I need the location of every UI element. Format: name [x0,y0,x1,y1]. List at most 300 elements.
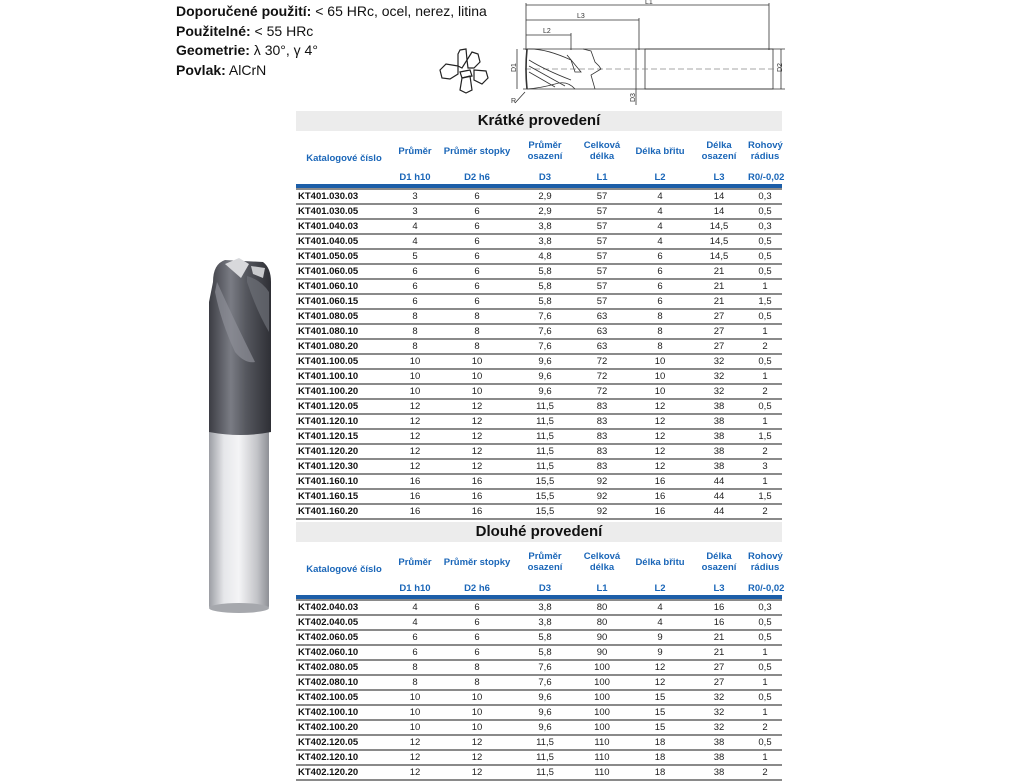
cell-l2: 4 [630,204,690,219]
table-row [296,339,782,354]
cell-l1: 83 [574,459,630,474]
cell-d3: 5,8 [516,279,574,294]
cell-l2: 10 [630,369,690,384]
table-row [296,249,782,264]
cell-l2: 4 [630,600,690,615]
cell-d3: 15,5 [516,474,574,489]
cell-l3: 32 [690,720,748,735]
cell-l3: 27 [690,675,748,690]
table-row [296,489,782,504]
cell-l2: 9 [630,645,690,660]
cell-l1: 80 [574,615,630,630]
cell-d2: 10 [438,720,516,735]
cell-catalog-number: KT401.060.05 [296,264,392,279]
cell-d3: 9,6 [516,384,574,399]
cell-d2: 6 [438,645,516,660]
cell-d2: 12 [438,735,516,750]
cell-d1: 12 [392,459,438,474]
cell-d3: 5,8 [516,645,574,660]
cell-catalog-number: KT401.080.05 [296,309,392,324]
cell-l3: 14 [690,189,748,204]
cell-d2: 10 [438,690,516,705]
col-header-shank-diameter: Průměr stopky [443,145,511,157]
cell-l3: 16 [690,615,748,630]
table-row [296,294,782,309]
cell-l1: 63 [574,324,630,339]
cell-d1: 10 [392,354,438,369]
col-subheader-d1: D1 h10 [399,172,431,183]
cell-catalog-number: KT401.080.10 [296,324,392,339]
table-row [296,264,782,279]
spec-label: Použitelné: [176,22,251,39]
cell-l3: 38 [690,765,748,780]
cell-d1: 8 [392,309,438,324]
table-row [296,324,782,339]
cell-d2: 6 [438,264,516,279]
cell-l1: 110 [574,750,630,765]
cell-d1: 12 [392,399,438,414]
cell-d2: 8 [438,339,516,354]
cell-corner-radius: 1 [748,645,782,660]
table-row [296,354,782,369]
cell-d3: 11,5 [516,735,574,750]
table-row [296,309,782,324]
table-row [296,615,782,630]
cell-corner-radius: 1 [748,750,782,765]
cell-catalog-number: KT402.120.20 [296,765,392,780]
cell-d2: 16 [438,504,516,519]
cell-l3: 38 [690,459,748,474]
cell-corner-radius: 2 [748,339,782,354]
cell-d1: 12 [392,429,438,444]
table-row [296,414,782,429]
cell-d1: 10 [392,384,438,399]
cell-corner-radius: 0,5 [748,204,782,219]
cell-l3: 27 [690,339,748,354]
cell-d1: 12 [392,735,438,750]
cell-catalog-number: KT401.160.10 [296,474,392,489]
cell-l3: 21 [690,630,748,645]
cell-catalog-number: KT401.060.10 [296,279,392,294]
cell-d3: 9,6 [516,690,574,705]
spec-recommended-use [176,2,487,22]
table-row [296,459,782,474]
cell-d3: 2,9 [516,204,574,219]
cell-l3: 14 [690,204,748,219]
long-version-title: Dlouhé provedení [296,522,782,542]
cell-catalog-number: KT401.040.03 [296,219,392,234]
cell-d2: 16 [438,474,516,489]
cell-l2: 18 [630,750,690,765]
cell-d2: 8 [438,309,516,324]
table-row [296,600,782,615]
cell-catalog-number: KT401.030.03 [296,189,392,204]
cell-catalog-number: KT401.120.05 [296,399,392,414]
cell-l1: 57 [574,219,630,234]
col-header-diameter: Průměr [398,145,432,157]
end-mill-product-photo [195,252,285,614]
cell-corner-radius: 1,5 [748,429,782,444]
cell-l2: 15 [630,705,690,720]
col-header-overall-length: Celková délka [583,140,621,162]
label-R: R [511,98,517,105]
cell-l3: 27 [690,309,748,324]
short-version-grid [296,131,785,520]
cell-corner-radius: 0,5 [748,234,782,249]
table-row [296,660,782,675]
cell-d1: 10 [392,690,438,705]
col-header-diameter: Průměr [398,556,432,568]
cell-l1: 57 [574,234,630,249]
cell-d3: 15,5 [516,489,574,504]
col-header-catalog-number: Katalogové číslo [306,153,382,164]
cell-d2: 12 [438,765,516,780]
cell-d1: 8 [392,660,438,675]
cell-catalog-number: KT401.060.15 [296,294,392,309]
cell-d1: 4 [392,234,438,249]
cell-l2: 18 [630,765,690,780]
cell-corner-radius: 1 [748,324,782,339]
cell-d1: 8 [392,339,438,354]
label-L3: L3 [577,13,585,20]
cell-d2: 6 [438,630,516,645]
col-header-neck-diameter: Průměr osazení [527,140,563,162]
cell-l3: 14,5 [690,234,748,249]
cell-l2: 10 [630,384,690,399]
col-subheader-d3: D3 [538,172,552,183]
cell-l1: 92 [574,504,630,519]
cell-d2: 6 [438,600,516,615]
cell-l1: 83 [574,414,630,429]
cell-l1: 100 [574,705,630,720]
cell-l1: 92 [574,489,630,504]
spec-value: λ 30°, γ 4° [249,42,318,58]
cell-l1: 100 [574,675,630,690]
cell-corner-radius: 0,5 [748,660,782,675]
cell-catalog-number: KT402.120.05 [296,735,392,750]
cell-d3: 2,9 [516,189,574,204]
cell-d2: 12 [438,399,516,414]
cell-l3: 21 [690,294,748,309]
cell-l3: 44 [690,474,748,489]
cell-d3: 9,6 [516,705,574,720]
cell-l3: 27 [690,324,748,339]
cell-d3: 7,6 [516,324,574,339]
cell-d1: 8 [392,675,438,690]
cell-d3: 4,8 [516,249,574,264]
spec-label: Geometrie: [176,42,250,58]
cell-l1: 57 [574,189,630,204]
cell-l1: 72 [574,354,630,369]
cell-l1: 80 [574,600,630,615]
table-row [296,705,782,720]
cell-d1: 6 [392,645,438,660]
cell-corner-radius: 2 [748,720,782,735]
cell-catalog-number: KT401.040.05 [296,234,392,249]
cell-l1: 92 [574,474,630,489]
cell-l2: 12 [630,660,690,675]
cell-l2: 8 [630,339,690,354]
cell-l1: 63 [574,309,630,324]
cell-l2: 9 [630,630,690,645]
table-row [296,645,782,660]
cell-d2: 6 [438,294,516,309]
cell-catalog-number: KT402.120.10 [296,750,392,765]
cell-l3: 32 [690,705,748,720]
cell-catalog-number: KT402.100.05 [296,690,392,705]
spec-label: Povlak: [176,61,226,78]
col-subheader-l3: L3 [713,583,725,594]
cell-l1: 83 [574,399,630,414]
cell-d2: 6 [438,279,516,294]
cell-l1: 110 [574,765,630,780]
cell-catalog-number: KT402.080.10 [296,675,392,690]
cell-d1: 12 [392,414,438,429]
col-header-corner-radius: Rohový rádius [748,551,783,573]
cell-catalog-number: KT401.120.30 [296,459,392,474]
cell-l3: 32 [690,369,748,384]
cell-corner-radius: 2 [748,504,782,519]
cell-d3: 11,5 [516,444,574,459]
spec-value: AlCrN [225,61,267,78]
col-header-catalog-number: Katalogové číslo [306,564,382,575]
cell-d2: 12 [438,414,516,429]
cell-corner-radius: 0,5 [748,615,782,630]
cell-catalog-number: KT401.050.05 [296,249,392,264]
cell-l3: 38 [690,414,748,429]
end-mill-end-view-icon [436,46,492,96]
cell-l3: 38 [690,750,748,765]
cell-l3: 44 [690,489,748,504]
cell-catalog-number: KT402.060.10 [296,645,392,660]
cell-l3: 16 [690,600,748,615]
col-header-corner-radius: Rohový rádius [748,140,783,162]
col-subheader-d3: D3 [538,583,552,594]
cell-corner-radius: 1 [748,675,782,690]
cell-d2: 10 [438,384,516,399]
cell-d3: 9,6 [516,369,574,384]
cell-d2: 10 [438,705,516,720]
cell-d3: 11,5 [516,750,574,765]
cell-corner-radius: 1 [748,474,782,489]
cell-d3: 11,5 [516,414,574,429]
cell-d1: 16 [392,489,438,504]
col-header-neck-length: Délka osazení [701,551,737,573]
cell-d1: 6 [392,264,438,279]
cell-d3: 11,5 [516,429,574,444]
table-row [296,690,782,705]
spec-value: < 65 HRc, ocel, nerez, litina [311,3,487,19]
cell-l2: 16 [630,489,690,504]
cell-d3: 3,8 [516,234,574,249]
cell-catalog-number: KT402.060.05 [296,630,392,645]
cell-d1: 10 [392,705,438,720]
table-row [296,630,782,645]
cell-corner-radius: 1,5 [748,294,782,309]
label-D1: D1 [511,63,518,72]
cell-d1: 4 [392,219,438,234]
cell-d1: 10 [392,720,438,735]
cell-l1: 57 [574,249,630,264]
col-header-cutting-length: Délka břitu [635,556,685,568]
cell-corner-radius: 0,5 [748,249,782,264]
cell-l1: 90 [574,645,630,660]
col-subheader-l1: L1 [596,583,608,594]
col-header-shank-diameter: Průměr stopky [443,556,511,568]
cell-l2: 6 [630,249,690,264]
cell-d3: 7,6 [516,660,574,675]
cell-d3: 7,6 [516,339,574,354]
cell-l2: 12 [630,399,690,414]
cell-l3: 32 [690,690,748,705]
cell-corner-radius: 2 [748,384,782,399]
cell-corner-radius: 0,5 [748,735,782,750]
cell-d1: 12 [392,750,438,765]
cell-l1: 100 [574,660,630,675]
cell-catalog-number: KT401.160.15 [296,489,392,504]
cell-l1: 100 [574,720,630,735]
label-D3: D3 [630,93,637,102]
col-header-cutting-length: Délka břitu [635,145,685,157]
cell-corner-radius: 0,5 [748,264,782,279]
cell-l1: 72 [574,369,630,384]
col-header-overall-length: Celková délka [583,551,621,573]
table-row [296,735,782,750]
cell-l2: 4 [630,219,690,234]
col-subheader-d2: D2 h6 [464,172,490,183]
table-row [296,444,782,459]
cell-corner-radius: 1 [748,369,782,384]
table-row [296,399,782,414]
cell-d1: 6 [392,279,438,294]
cell-catalog-number: KT401.120.10 [296,414,392,429]
cell-d2: 8 [438,660,516,675]
cell-l1: 57 [574,264,630,279]
cell-l2: 15 [630,690,690,705]
col-subheader-d1: D1 h10 [399,583,431,594]
cell-d2: 8 [438,675,516,690]
cell-corner-radius: 0,5 [748,399,782,414]
cell-catalog-number: KT402.100.20 [296,720,392,735]
cell-d1: 16 [392,504,438,519]
cell-d1: 16 [392,474,438,489]
cell-d2: 8 [438,324,516,339]
table-row [296,279,782,294]
cell-d3: 9,6 [516,720,574,735]
cell-catalog-number: KT401.030.05 [296,204,392,219]
cell-catalog-number: KT402.080.05 [296,660,392,675]
cell-d3: 5,8 [516,294,574,309]
cell-d1: 4 [392,600,438,615]
cell-catalog-number: KT401.100.05 [296,354,392,369]
cell-l3: 38 [690,444,748,459]
cell-corner-radius: 0,5 [748,690,782,705]
cell-corner-radius: 2 [748,765,782,780]
cell-d1: 8 [392,324,438,339]
cell-l3: 38 [690,399,748,414]
cell-d3: 9,6 [516,354,574,369]
cell-l1: 57 [574,279,630,294]
cell-l2: 12 [630,675,690,690]
cell-l3: 38 [690,735,748,750]
cell-d1: 3 [392,189,438,204]
cell-l1: 110 [574,735,630,750]
cell-l3: 14,5 [690,249,748,264]
cell-d2: 12 [438,750,516,765]
cell-d2: 10 [438,369,516,384]
spec-label: Doporučené použití: [176,3,312,19]
cell-catalog-number: KT401.080.20 [296,339,392,354]
cell-corner-radius: 0,5 [748,630,782,645]
cell-catalog-number: KT401.160.20 [296,504,392,519]
cell-d1: 12 [392,444,438,459]
cell-d1: 10 [392,369,438,384]
cell-l3: 27 [690,660,748,675]
cell-corner-radius: 1 [748,414,782,429]
spec-usable [176,22,487,42]
cell-catalog-number: KT401.100.10 [296,369,392,384]
cell-d1: 3 [392,204,438,219]
cell-d2: 12 [438,444,516,459]
cell-catalog-number: KT402.040.05 [296,615,392,630]
cell-l1: 57 [574,294,630,309]
table-row [296,204,782,219]
col-subheader-r: R0/-0,02 [748,172,785,183]
cell-l3: 21 [690,264,748,279]
col-subheader-l1: L1 [596,172,608,183]
cell-catalog-number: KT401.120.15 [296,429,392,444]
cell-l2: 6 [630,264,690,279]
cell-l2: 16 [630,504,690,519]
label-D2: D2 [777,63,784,72]
cell-catalog-number: KT401.100.20 [296,384,392,399]
spec-value: < 55 HRc [250,22,314,39]
table-row [296,384,782,399]
col-subheader-l2: L2 [654,172,666,183]
table-row [296,234,782,249]
cell-l2: 8 [630,309,690,324]
cell-l2: 6 [630,279,690,294]
cell-l3: 21 [690,279,748,294]
cell-d2: 6 [438,219,516,234]
cell-d3: 7,6 [516,675,574,690]
label-L1: L1 [645,0,653,6]
cell-d2: 6 [438,615,516,630]
cell-d1: 4 [392,615,438,630]
cell-corner-radius: 0,3 [748,189,782,204]
cell-l3: 44 [690,504,748,519]
table-row [296,750,782,765]
cell-l3: 14,5 [690,219,748,234]
cell-l1: 100 [574,690,630,705]
cell-l1: 63 [574,339,630,354]
cell-l1: 83 [574,429,630,444]
cell-l3: 38 [690,429,748,444]
col-header-neck-diameter: Průměr osazení [527,551,563,573]
cell-l1: 83 [574,444,630,459]
cell-d3: 3,8 [516,600,574,615]
cell-d1: 6 [392,294,438,309]
table-row [296,675,782,690]
table-row [296,219,782,234]
cell-l3: 32 [690,384,748,399]
cell-d1: 5 [392,249,438,264]
cell-corner-radius: 1 [748,279,782,294]
cell-catalog-number: KT402.100.10 [296,705,392,720]
cell-d3: 7,6 [516,309,574,324]
short-version-table [296,111,785,520]
cell-l1: 72 [574,384,630,399]
